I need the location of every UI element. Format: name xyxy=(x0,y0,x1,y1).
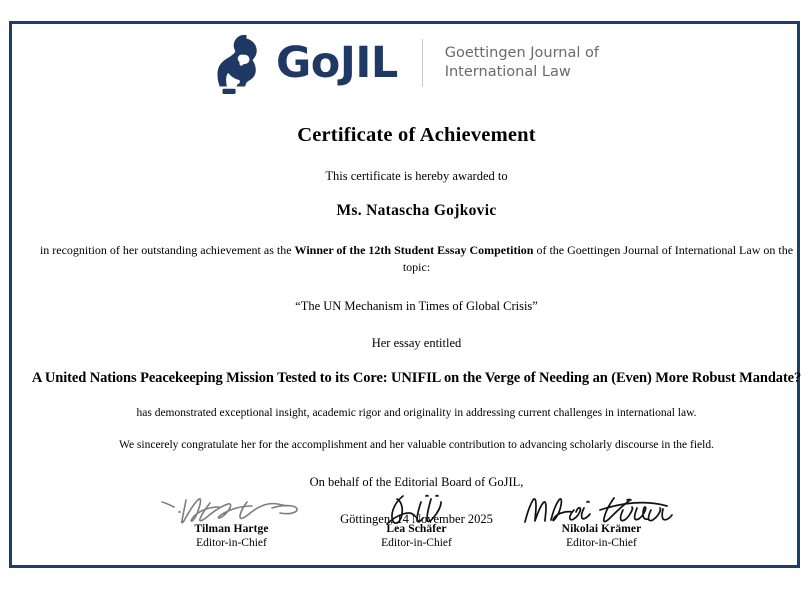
recipient-name: Ms. Natascha Gojkovic xyxy=(336,202,497,219)
signatory-role: Editor-in-Chief xyxy=(566,537,637,550)
certificate-title: Certificate of Achievement xyxy=(297,124,536,146)
gojil-tagline xyxy=(445,44,599,82)
achievement-paragraph: has demonstrated exceptional insight, academic rigor and originality in addressing current challenges in international law. xyxy=(136,406,697,419)
signatory-role: Editor-in-Chief xyxy=(196,537,267,550)
competition-topic: “The UN Mechanism in Times of Global Crisis” xyxy=(295,298,538,313)
signatory-2 xyxy=(329,494,504,551)
congratulation-paragraph: We sincerely congratulate her for the accomplishment and her valuable contribution to advancing scholarly discourse in the field. xyxy=(119,438,714,451)
recognition-prefix: in recognition of her outstanding achievement as the xyxy=(39,243,295,257)
tagline-line-2: International Law xyxy=(444,64,571,80)
closing-line: On behalf of the Editorial Board of GoJIL, xyxy=(309,474,524,489)
signatory-name: Lea Schäfer xyxy=(386,523,447,535)
signatory-name: Tilman Hartge xyxy=(194,523,269,535)
signatory-name: Nikolai Krämer xyxy=(561,523,642,535)
gojil-wordmark: GoJIL xyxy=(275,37,398,88)
recognition-suffix: of the Goettingen Journal of International Law on the topic: xyxy=(402,243,794,275)
signature-block xyxy=(30,494,803,551)
certificate-border-frame xyxy=(9,21,800,568)
signatory-3 xyxy=(514,494,689,551)
signatory-role: Editor-in-Chief xyxy=(381,537,452,550)
thinker-silhouette-icon xyxy=(210,32,270,94)
certificate-content xyxy=(30,124,803,527)
essay-lead-label: Her essay entitled xyxy=(371,335,462,350)
logo-divider xyxy=(422,39,423,87)
awarded-to-label: This certificate is hereby awarded to xyxy=(325,169,508,183)
recognition-statement xyxy=(30,242,803,277)
tagline-line-1: Goettingen Journal of xyxy=(444,44,599,61)
recognition-award-title: Winner of the 12th Student Essay Competition xyxy=(294,243,534,257)
gojil-logo xyxy=(12,32,797,94)
place-and-date: Göttingen, 14 November 2025 xyxy=(340,511,493,526)
signatory-1 xyxy=(144,494,319,551)
essay-title: A United Nations Peacekeeping Mission Tested to its Core: UNIFIL on the Verge of Needing an (Even) More Robust Mandate? xyxy=(31,369,802,386)
